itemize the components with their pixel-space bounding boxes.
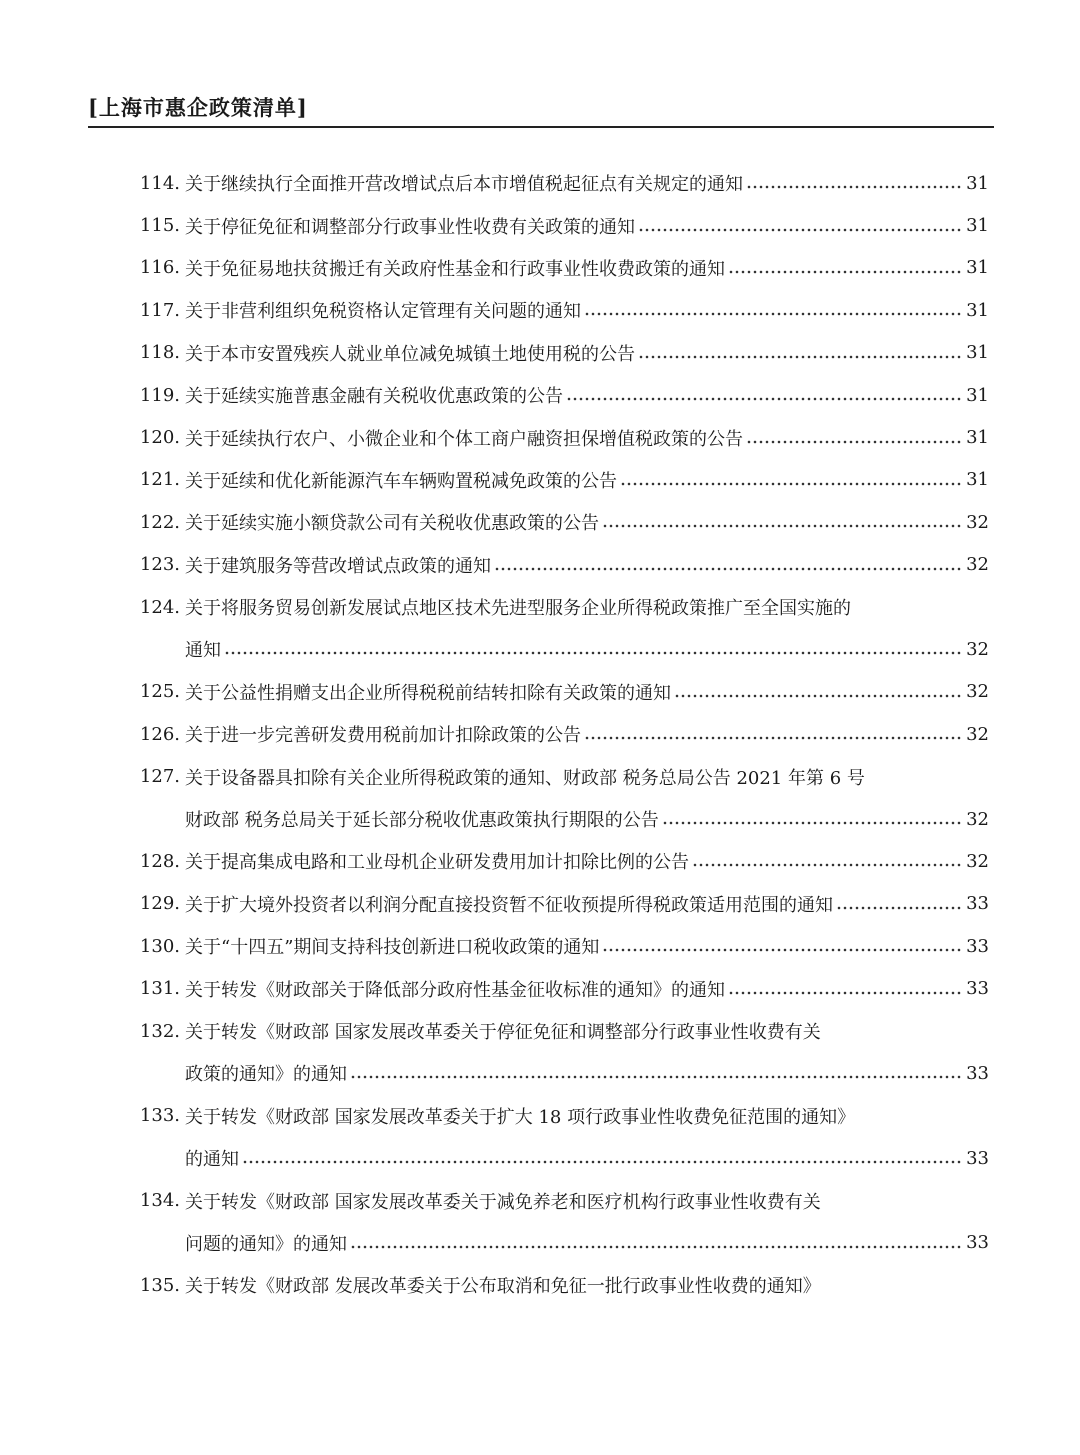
toc-line xyxy=(125,1179,989,1221)
entry-title: 通知 xyxy=(185,640,221,662)
entry-page-number: 32 xyxy=(966,681,989,703)
entry-title: 关于非营利组织免税资格认定管理有关问题的通知 xyxy=(185,301,581,323)
entry-title: 关于延续和优化新能源汽车车辆购置税减免政策的公告 xyxy=(185,470,617,492)
entry-number: 115. xyxy=(139,215,180,237)
toc-entry[interactable] xyxy=(125,1010,989,1095)
entry-title: 关于转发《财政部关于降低部分政府性基金征收标准的通知》的通知 xyxy=(185,979,725,1001)
entry-page-number: 31 xyxy=(966,299,989,321)
toc-line xyxy=(125,1264,989,1306)
dot-leader xyxy=(566,397,963,401)
entry-title: 关于继续执行全面推开营改增试点后本市增值税起征点有关规定的通知 xyxy=(185,174,743,196)
toc-line xyxy=(125,840,989,882)
entry-number: 123. xyxy=(139,554,180,576)
entry-title: 关于转发《财政部 国家发展改革委关于停征免征和调整部分行政事业性收费有关 xyxy=(185,1022,821,1043)
toc-line xyxy=(125,1052,989,1094)
entry-number: 131. xyxy=(139,978,180,1000)
toc-entry[interactable] xyxy=(125,332,989,374)
toc-entry[interactable] xyxy=(125,755,989,840)
toc-entry[interactable] xyxy=(125,374,989,416)
toc-line xyxy=(125,755,989,797)
dot-leader xyxy=(224,651,963,655)
dot-leader xyxy=(602,524,963,528)
entry-title: 关于本市安置残疾人就业单位减免城镇土地使用税的公告 xyxy=(185,343,635,365)
toc-entry[interactable] xyxy=(125,1095,989,1180)
entry-title: 财政部 税务总局关于延长部分税收优惠政策执行期限的公告 xyxy=(185,810,659,832)
toc-line xyxy=(125,671,989,713)
entry-title: 关于提高集成电路和工业母机企业研发费用加计扣除比例的公告 xyxy=(185,852,689,874)
toc-entry[interactable] xyxy=(125,416,989,458)
dot-leader xyxy=(602,948,963,952)
dot-leader xyxy=(242,1160,963,1164)
toc-line xyxy=(125,798,989,840)
dot-leader xyxy=(638,355,963,359)
entry-title: 关于进一步完善研发费用税前加计扣除政策的公告 xyxy=(185,725,581,747)
entry-number: 130. xyxy=(139,935,180,957)
dot-leader xyxy=(728,270,963,274)
entry-title: 关于延续执行农户、小微企业和个体工商户融资担保增值税政策的公告 xyxy=(185,428,743,450)
entry-title: 关于将服务贸易创新发展试点地区技术先进型服务企业所得税政策推广至全国实施的 xyxy=(185,598,851,620)
entry-title: 关于转发《财政部 发展改革委关于公布取消和免征一批行政事业性收费的通知》 xyxy=(185,1276,821,1298)
toc-line xyxy=(125,501,989,543)
entry-page-number: 31 xyxy=(966,215,989,237)
toc-line xyxy=(125,883,989,925)
toc-line xyxy=(125,289,989,331)
entry-number: 125. xyxy=(139,681,180,703)
entry-number: 132. xyxy=(139,1020,180,1042)
entry-number: 122. xyxy=(139,511,180,533)
entry-page-number: 31 xyxy=(966,384,989,406)
toc-line xyxy=(125,162,989,204)
entry-page-number: 33 xyxy=(966,935,989,957)
toc-line xyxy=(125,967,989,1009)
toc-entry[interactable] xyxy=(125,840,989,882)
toc-line xyxy=(125,1222,989,1264)
entry-page-number: 32 xyxy=(966,808,989,830)
entry-number: 128. xyxy=(139,850,180,872)
table-of-contents xyxy=(125,162,989,1307)
entry-number: 135. xyxy=(139,1274,180,1296)
entry-page-number: 32 xyxy=(966,723,989,745)
toc-entry[interactable] xyxy=(125,162,989,204)
toc-entry[interactable] xyxy=(125,204,989,246)
toc-line xyxy=(125,1137,989,1179)
dot-leader xyxy=(692,863,963,867)
entry-title: 关于延续实施小额贷款公司有关税收优惠政策的公告 xyxy=(185,513,599,535)
entry-number: 119. xyxy=(139,384,180,406)
entry-page-number: 33 xyxy=(966,1232,989,1254)
dot-leader xyxy=(350,1075,963,1079)
toc-entry[interactable] xyxy=(125,289,989,331)
entry-number: 121. xyxy=(139,469,180,491)
entry-number: 120. xyxy=(139,427,180,449)
dot-leader xyxy=(584,312,963,316)
entry-page-number: 31 xyxy=(966,342,989,364)
entry-title: 关于延续实施普惠金融有关税收优惠政策的公告 xyxy=(185,386,563,408)
entry-page-number: 31 xyxy=(966,427,989,449)
entry-page-number: 32 xyxy=(966,850,989,872)
toc-entry[interactable] xyxy=(125,544,989,586)
toc-entry[interactable] xyxy=(125,1264,989,1306)
entry-number: 133. xyxy=(139,1105,180,1127)
toc-entry[interactable] xyxy=(125,247,989,289)
toc-line xyxy=(125,374,989,416)
toc-entry[interactable] xyxy=(125,586,989,671)
entry-page-number: 33 xyxy=(966,893,989,915)
entry-page-number: 31 xyxy=(966,172,989,194)
entry-number: 114. xyxy=(139,172,180,194)
toc-entry[interactable] xyxy=(125,671,989,713)
entry-page-number: 33 xyxy=(966,978,989,1000)
dot-leader xyxy=(662,821,963,825)
toc-line xyxy=(125,459,989,501)
entry-number: 118. xyxy=(139,342,180,364)
entry-number: 127. xyxy=(139,766,180,788)
dot-leader xyxy=(584,736,963,740)
dot-leader xyxy=(746,440,963,444)
entry-page-number: 31 xyxy=(966,469,989,491)
dot-leader xyxy=(746,185,963,189)
entry-page-number: 33 xyxy=(966,1147,989,1169)
toc-line xyxy=(125,713,989,755)
page-header-title: [上海市惠企政策清单] xyxy=(88,95,308,120)
dot-leader xyxy=(620,482,963,486)
header-rule xyxy=(88,126,994,128)
entry-page-number: 33 xyxy=(966,1062,989,1084)
entry-title: 关于“十四五”期间支持科技创新进口税收政策的通知 xyxy=(185,937,600,959)
toc-entry[interactable] xyxy=(125,967,989,1009)
toc-entry[interactable] xyxy=(125,713,989,755)
toc-line xyxy=(125,416,989,458)
dot-leader xyxy=(674,694,963,698)
toc-line xyxy=(125,628,989,670)
toc-line xyxy=(125,544,989,586)
entry-title: 关于扩大境外投资者以利润分配直接投资暂不征收预提所得税政策适用范围的通知 xyxy=(185,894,833,916)
entry-page-number: 32 xyxy=(966,511,989,533)
entry-title: 的通知 xyxy=(185,1149,239,1171)
toc-line xyxy=(125,925,989,967)
entry-title: 关于免征易地扶贫搬迁有关政府性基金和行政事业性收费政策的通知 xyxy=(185,258,725,280)
entry-title: 关于转发《财政部 国家发展改革委关于减免养老和医疗机构行政事业性收费有关 xyxy=(185,1191,821,1213)
entry-number: 117. xyxy=(139,299,180,321)
entry-title: 政策的通知》的通知 xyxy=(185,1064,347,1086)
dot-leader xyxy=(728,991,963,995)
dot-leader xyxy=(836,906,963,910)
entry-title: 关于设备器具扣除有关企业所得税政策的通知、财政部 税务总局公告 2021 年第 6 号 xyxy=(185,767,865,789)
toc-line xyxy=(125,1010,989,1052)
toc-entry[interactable] xyxy=(125,1179,989,1264)
entry-title: 关于公益性捐赠支出企业所得税税前结转扣除有关政策的通知 xyxy=(185,682,671,704)
toc-line xyxy=(125,204,989,246)
toc-entry[interactable] xyxy=(125,883,989,925)
toc-entry[interactable] xyxy=(125,459,989,501)
dot-leader xyxy=(638,228,963,232)
entry-number: 124. xyxy=(139,596,180,618)
dot-leader xyxy=(350,1245,963,1249)
toc-entry[interactable] xyxy=(125,501,989,543)
entry-title: 关于停征免征和调整部分行政事业性收费有关政策的通知 xyxy=(185,216,635,238)
entry-number: 134. xyxy=(139,1190,180,1212)
entry-page-number: 32 xyxy=(966,554,989,576)
toc-line xyxy=(125,332,989,374)
entry-page-number: 32 xyxy=(966,638,989,660)
toc-entry[interactable] xyxy=(125,925,989,967)
entry-number: 116. xyxy=(139,257,180,279)
toc-line xyxy=(125,1095,989,1137)
toc-line xyxy=(125,586,989,628)
dot-leader xyxy=(494,567,963,571)
entry-title: 关于转发《财政部 国家发展改革委关于扩大 18 项行政事业性收费免征范围的通知》 xyxy=(185,1106,856,1128)
entry-page-number: 31 xyxy=(966,257,989,279)
entry-title: 关于建筑服务等营改增试点政策的通知 xyxy=(185,555,491,577)
toc-line xyxy=(125,247,989,289)
entry-number: 126. xyxy=(139,723,180,745)
entry-number: 129. xyxy=(139,893,180,915)
entry-title: 问题的通知》的通知 xyxy=(185,1233,347,1255)
